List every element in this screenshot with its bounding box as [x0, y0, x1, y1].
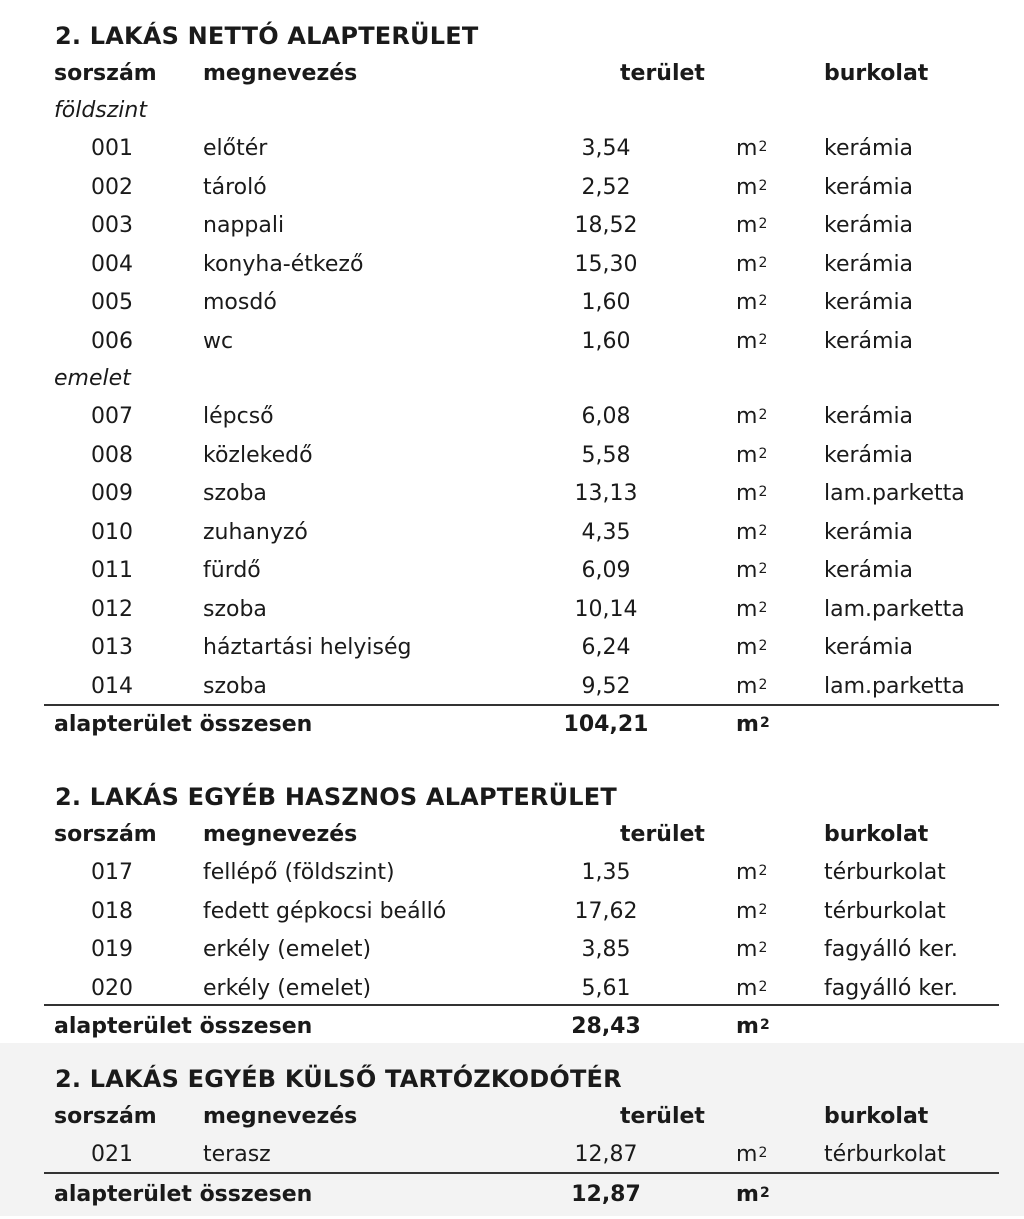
room-area: 1,60: [581, 328, 631, 354]
table-row: [0, 557, 1024, 595]
unit-exponent: 2: [759, 715, 770, 731]
table-row: [0, 936, 1024, 974]
room-code: 012: [91, 596, 133, 622]
room-area: 3,54: [581, 136, 631, 161]
room-area: 15,30: [574, 251, 638, 277]
table-row: [0, 212, 1024, 250]
section-title: 2. LAKÁS EGYÉB KÜLSŐ TARTÓZKODÓTÉR: [55, 1065, 622, 1093]
unit-base: m: [736, 1142, 758, 1167]
table-row: [0, 519, 1024, 557]
unit-base: m: [736, 251, 758, 277]
table-row: [0, 634, 1024, 672]
room-name: előtér: [203, 136, 268, 161]
floor-covering: kerámia: [824, 635, 914, 660]
total-label: alapterület összesen: [54, 1182, 313, 1207]
room-area: 5,61: [581, 976, 631, 1002]
room-name: tároló: [203, 174, 267, 200]
area-unit: [736, 328, 767, 356]
room-area: 5,58: [581, 442, 631, 468]
table-row: [0, 859, 1024, 897]
unit-exponent: 2: [758, 177, 768, 194]
room-area: 10,14: [574, 596, 638, 622]
room-name: fellépő (földszint): [203, 860, 395, 885]
unit-base: m: [736, 558, 758, 583]
room-area: 1,35: [581, 860, 631, 885]
unit-exponent: 2: [758, 407, 768, 423]
table-header: [0, 1103, 1024, 1141]
unit-exponent: 2: [758, 484, 768, 500]
room-code: 018: [91, 898, 133, 924]
unit-exponent: 2: [758, 561, 768, 577]
area-unit: [736, 557, 767, 585]
floor-covering: kerámia: [824, 558, 914, 583]
room-name: zuhanyzó: [203, 519, 308, 545]
table-row: [0, 328, 1024, 366]
room-area: 3,85: [581, 937, 631, 963]
floor-covering: kerámia: [824, 251, 914, 277]
area-unit: [736, 135, 767, 163]
section-title: 2. LAKÁS EGYÉB HASZNOS ALAPTERÜLET: [55, 783, 617, 811]
table-row: [0, 596, 1024, 634]
floor-covering: térburkolat: [824, 898, 946, 924]
header-code: sorszám: [54, 1104, 157, 1129]
room-code: 019: [91, 937, 133, 963]
header-floor: burkolat: [824, 61, 929, 86]
unit-exponent: 2: [758, 863, 768, 879]
area-unit: [736, 1181, 770, 1209]
area-unit: [736, 403, 767, 431]
table-row: [0, 403, 1024, 441]
area-unit: [736, 212, 767, 240]
unit-base: m: [736, 1182, 759, 1207]
unit-exponent: 2: [759, 1185, 770, 1201]
room-area: 6,08: [581, 404, 631, 429]
floor-covering: fagyálló ker.: [824, 937, 958, 963]
room-area: 4,35: [581, 519, 631, 545]
room-area: 12,87: [574, 1142, 638, 1167]
room-name: wc: [203, 328, 234, 354]
floor-covering: kerámia: [824, 290, 914, 315]
area-unit: [736, 174, 767, 202]
unit-exponent: 2: [758, 901, 768, 918]
area-unit: [736, 251, 767, 279]
unit-base: m: [736, 976, 758, 1002]
header-name: megnevezés: [203, 61, 358, 86]
total-label: alapterület összesen: [54, 712, 313, 737]
table-row: [0, 174, 1024, 212]
room-code: 006: [91, 328, 133, 354]
total-row: [0, 711, 1024, 749]
header-code: sorszám: [54, 822, 157, 847]
unit-base: m: [736, 898, 758, 924]
floor-covering: térburkolat: [824, 1142, 946, 1167]
area-unit: [736, 289, 767, 317]
room-name: erkély (emelet): [203, 976, 372, 1002]
unit-base: m: [736, 712, 759, 737]
floor-covering: lam.parketta: [824, 596, 965, 622]
room-name: konyha-étkező: [203, 251, 364, 277]
area-unit: [736, 711, 770, 739]
unit-exponent: 2: [758, 979, 768, 996]
room-name: mosdó: [203, 290, 277, 315]
room-area: 1,60: [581, 290, 631, 315]
unit-base: m: [736, 328, 758, 354]
unit-exponent: 2: [759, 1017, 770, 1033]
header-area: terület: [620, 61, 705, 86]
room-name: fürdő: [203, 558, 261, 583]
unit-exponent: 2: [758, 599, 768, 616]
header-area: terület: [620, 1104, 705, 1129]
room-code: 002: [91, 174, 133, 200]
room-area: 6,24: [581, 635, 631, 660]
unit-exponent: 2: [758, 445, 768, 462]
room-code: 005: [91, 290, 133, 315]
unit-base: m: [736, 596, 758, 622]
room-code: 003: [91, 213, 133, 238]
header-name: megnevezés: [203, 1104, 358, 1129]
unit-exponent: 2: [758, 331, 768, 348]
floor-covering: lam.parketta: [824, 481, 965, 506]
area-unit: [736, 519, 767, 547]
table-header: [0, 60, 1024, 98]
header-floor: burkolat: [824, 822, 929, 847]
unit-base: m: [736, 213, 758, 238]
unit-base: m: [736, 937, 758, 963]
unit-base: m: [736, 404, 758, 429]
room-name: lépcső: [203, 404, 274, 429]
area-unit: [736, 1141, 767, 1169]
room-area: 2,52: [581, 174, 631, 200]
room-name: fedett gépkocsi beálló: [203, 898, 447, 924]
table-row: [0, 898, 1024, 936]
total-area: 28,43: [571, 1014, 641, 1039]
unit-exponent: 2: [758, 1145, 768, 1161]
room-name: szoba: [203, 481, 267, 506]
room-code: 001: [91, 136, 133, 161]
table-header: [0, 821, 1024, 859]
room-area: 6,09: [581, 558, 631, 583]
total-area: 104,21: [563, 712, 649, 737]
header-name: megnevezés: [203, 822, 358, 847]
unit-exponent: 2: [758, 940, 768, 957]
room-code: 014: [91, 673, 133, 699]
floor-covering: kerámia: [824, 136, 914, 161]
unit-exponent: 2: [758, 139, 768, 155]
total-divider: [44, 1172, 999, 1174]
unit-exponent: 2: [758, 522, 768, 539]
unit-base: m: [736, 635, 758, 660]
area-unit: [736, 898, 767, 926]
area-unit: [736, 673, 767, 701]
room-area: 9,52: [581, 673, 631, 699]
room-name: nappali: [203, 213, 285, 238]
room-code: 007: [91, 404, 133, 429]
floor-covering: kerámia: [824, 442, 914, 468]
floor-covering: kerámia: [824, 328, 914, 354]
table-row: [0, 480, 1024, 518]
total-row: [0, 1181, 1024, 1219]
table-row: [0, 135, 1024, 173]
room-code: 004: [91, 251, 133, 277]
unit-exponent: 2: [758, 676, 768, 693]
room-name: terasz: [203, 1142, 271, 1167]
unit-base: m: [736, 174, 758, 200]
unit-exponent: 2: [758, 638, 768, 654]
header-code: sorszám: [54, 61, 157, 86]
total-label: alapterület összesen: [54, 1014, 313, 1039]
room-name: erkély (emelet): [203, 937, 372, 963]
room-name: szoba: [203, 673, 267, 699]
table-row: [0, 442, 1024, 480]
unit-base: m: [736, 290, 758, 315]
total-area: 12,87: [571, 1182, 641, 1207]
unit-exponent: 2: [758, 216, 768, 232]
unit-base: m: [736, 481, 758, 506]
unit-base: m: [736, 673, 758, 699]
total-divider: [44, 1004, 999, 1006]
unit-exponent: 2: [758, 254, 768, 271]
floor-covering: kerámia: [824, 404, 914, 429]
unit-exponent: 2: [758, 293, 768, 309]
floor-covering: kerámia: [824, 519, 914, 545]
room-code: 009: [91, 481, 133, 506]
total-divider: [44, 704, 999, 706]
header-area: terület: [620, 822, 705, 847]
room-code: 017: [91, 860, 133, 885]
room-code: 011: [91, 558, 133, 583]
room-code: 010: [91, 519, 133, 545]
room-name: szoba: [203, 596, 267, 622]
room-area: 17,62: [574, 898, 638, 924]
room-code: 008: [91, 442, 133, 468]
floor-covering: térburkolat: [824, 860, 946, 885]
total-row: [0, 1013, 1024, 1051]
unit-base: m: [736, 1014, 759, 1039]
group-label: földszint: [54, 98, 147, 123]
unit-base: m: [736, 442, 758, 468]
room-code: 020: [91, 976, 133, 1002]
unit-base: m: [736, 519, 758, 545]
unit-base: m: [736, 136, 758, 161]
room-name: háztartási helyiség: [203, 635, 412, 660]
room-area: 13,13: [574, 481, 638, 506]
header-floor: burkolat: [824, 1104, 929, 1129]
area-unit: [736, 442, 767, 470]
area-unit: [736, 975, 767, 1003]
room-code: 021: [91, 1142, 133, 1167]
group-label: emelet: [54, 366, 131, 391]
room-name: közlekedő: [203, 442, 313, 468]
area-unit: [736, 1013, 770, 1041]
room-code: 013: [91, 635, 133, 660]
table-row: [0, 289, 1024, 327]
floor-covering: kerámia: [824, 213, 914, 238]
table-row: [0, 251, 1024, 289]
area-unit: [736, 480, 767, 508]
section-title: 2. LAKÁS NETTÓ ALAPTERÜLET: [55, 22, 479, 50]
unit-base: m: [736, 860, 758, 885]
area-unit: [736, 596, 767, 624]
floor-covering: kerámia: [824, 174, 914, 200]
area-unit: [736, 634, 767, 662]
floor-covering: lam.parketta: [824, 673, 965, 699]
floor-covering: fagyálló ker.: [824, 976, 958, 1002]
area-unit: [736, 936, 767, 964]
room-area: 18,52: [574, 213, 638, 238]
table-row: [0, 975, 1024, 1013]
area-unit: [736, 859, 767, 887]
